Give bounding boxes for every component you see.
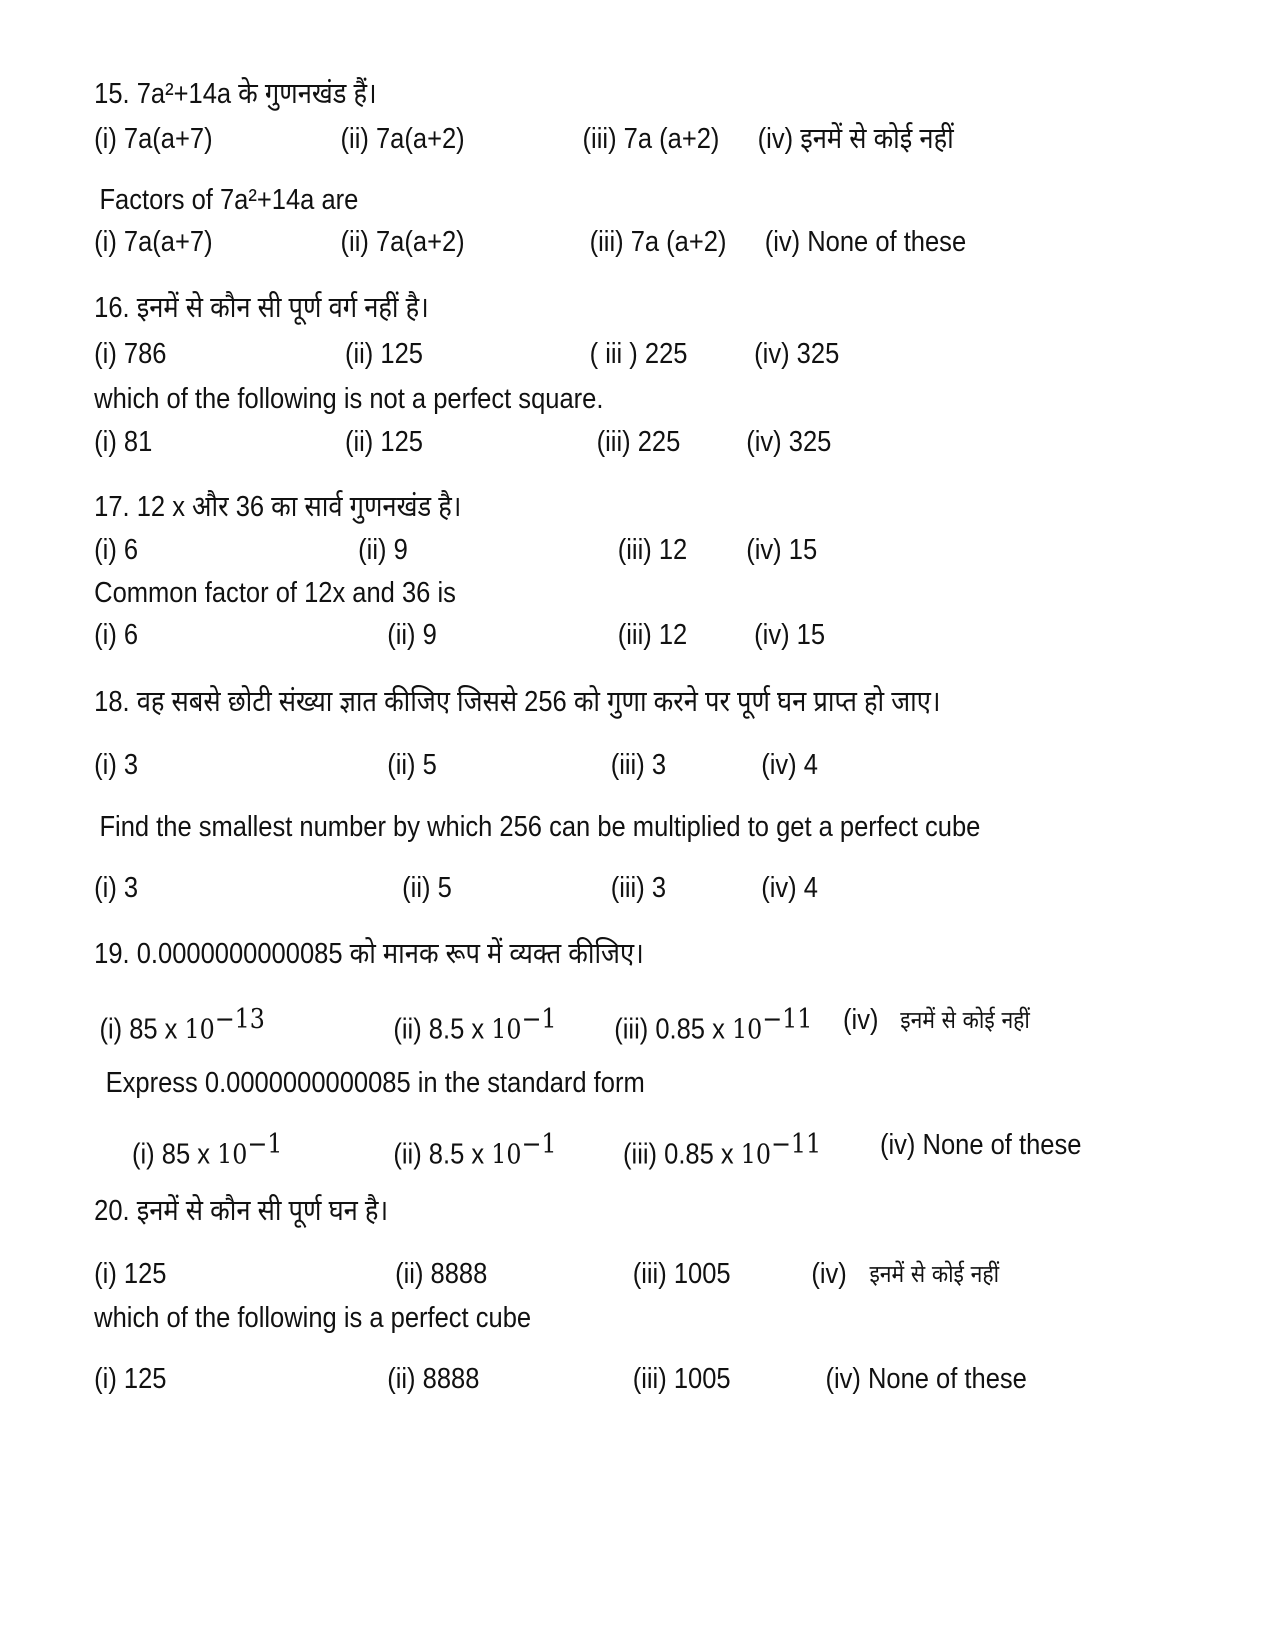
- option-iii: (iii) 12: [617, 534, 688, 566]
- option-iv: (iv) 15: [754, 619, 826, 651]
- option-iii: (iii) 7a (a+2): [582, 123, 720, 155]
- option-ii: (ii) 125: [344, 426, 423, 458]
- option-iv: (iv) 4: [761, 872, 818, 904]
- option-prefix: (i) 85 x: [132, 1138, 218, 1171]
- question-text: 16. इनमें से कौन सी पूर्ण वर्ग नहीं है।: [94, 292, 429, 324]
- power-base: 10: [184, 1014, 215, 1046]
- option-iv-label: (iv): [811, 1258, 847, 1290]
- option-ii: (ii) 125: [344, 338, 423, 370]
- option-i: [99, 998, 264, 1053]
- option-iii: (iii) 225: [596, 426, 681, 458]
- question-text: 20. इनमें से कौन सी पूर्ण घन है।: [94, 1195, 389, 1227]
- question-text: Find the smallest number by which 256 can be multiplied to get a perfect cube: [99, 811, 981, 843]
- option-ii: (ii) 8888: [395, 1258, 488, 1290]
- option-iii: (iii) 7a (a+2): [589, 226, 727, 258]
- option-prefix: (ii) 8.5 x: [393, 1138, 492, 1171]
- option-prefix: (ii) 8.5 x: [393, 1013, 492, 1046]
- option-ii: (ii) 5: [402, 872, 452, 904]
- question-text: Factors of 7a²+14a are: [99, 184, 359, 216]
- question-text: which of the following is not a perfect square.: [94, 383, 604, 415]
- power-base: 10: [491, 1139, 522, 1171]
- option-iv: (iv) None of these: [825, 1363, 1027, 1395]
- option-i: (i) 125: [94, 1258, 167, 1290]
- option-iii: (iii) 1005: [632, 1258, 731, 1290]
- option-iii: (iii) 3: [610, 872, 667, 904]
- option-iv: इनमें से कोई नहीं: [900, 1006, 1030, 1034]
- option-i: (i) 6: [94, 619, 139, 651]
- question-text: Express 0.0000000000085 in the standard form: [105, 1067, 645, 1099]
- option-i: (i) 786: [94, 338, 167, 370]
- option-prefix: (iii) 0.85 x: [614, 1013, 732, 1046]
- option-i: [132, 1123, 282, 1178]
- power-exponent: −11: [762, 1004, 813, 1035]
- option-ii: (ii) 9: [358, 534, 408, 566]
- option-iv: (iv) 325: [746, 426, 832, 458]
- option-i: (i) 7a(a+7): [94, 123, 213, 155]
- option-i: (i) 3: [94, 872, 139, 904]
- option-i: (i) 81: [94, 426, 153, 458]
- option-ii: (ii) 9: [387, 619, 437, 651]
- option-ii: (ii) 7a(a+2): [340, 123, 465, 155]
- option-i: (i) 6: [94, 534, 139, 566]
- option-iv: इनमें से कोई नहीं: [869, 1260, 1000, 1288]
- option-iv: (iv) None of these: [880, 1129, 1082, 1161]
- option-iii: (iii) 12: [617, 619, 688, 651]
- power-exponent: −1: [521, 1129, 557, 1160]
- option-iv: (iv) 325: [754, 338, 840, 370]
- option-ii: [393, 1123, 556, 1178]
- option-iv-label: (iv): [843, 1004, 879, 1036]
- option-prefix: (iii) 0.85 x: [623, 1138, 741, 1171]
- question-text: 18. वह सबसे छोटी संख्या ज्ञात कीजिए जिससे 256 को गुणा करने पर पूर्ण घन प्राप्त हो जाए।: [94, 686, 941, 718]
- option-iv: (iv) None of these: [764, 226, 967, 258]
- option-iii: ( iii ) 225: [589, 338, 688, 370]
- option-iii: (iii) 1005: [632, 1363, 731, 1395]
- power-base: 10: [491, 1014, 522, 1046]
- question-text: 17. 12 x और 36 का सार्व गुणनखंड है।: [94, 491, 462, 523]
- option-iii: (iii) 3: [610, 749, 667, 781]
- power-base: 10: [731, 1014, 763, 1046]
- option-ii: (ii) 8888: [387, 1363, 480, 1395]
- option-ii: (ii) 5: [387, 749, 437, 781]
- question-text: Common factor of 12x and 36 is: [94, 577, 456, 609]
- option-prefix: (i) 85 x: [99, 1013, 185, 1046]
- power-base: 10: [740, 1139, 771, 1171]
- option-i: (i) 125: [94, 1363, 167, 1395]
- power-base: 10: [217, 1139, 248, 1171]
- option-ii: [393, 998, 556, 1053]
- power-exponent: −1: [247, 1129, 283, 1160]
- option-iii: [623, 1123, 821, 1178]
- option-iv: (iv) 15: [746, 534, 818, 566]
- question-text: which of the following is a perfect cube: [94, 1302, 532, 1334]
- option-iii: [614, 998, 812, 1053]
- option-i: (i) 7a(a+7): [94, 226, 213, 258]
- option-iv: (iv) इनमें से कोई नहीं: [757, 123, 954, 155]
- option-i: (i) 3: [94, 749, 139, 781]
- option-ii: (ii) 7a(a+2): [340, 226, 465, 258]
- question-text: 19. 0.0000000000085 को मानक रूप में व्यक्त कीजिए।: [94, 938, 644, 970]
- power-exponent: −13: [214, 1004, 265, 1035]
- question-text: 15. 7a²+14a के गुणनखंड हैं।: [94, 78, 377, 110]
- power-exponent: −11: [770, 1129, 822, 1160]
- option-iv: (iv) 4: [761, 749, 818, 781]
- power-exponent: −1: [521, 1004, 557, 1035]
